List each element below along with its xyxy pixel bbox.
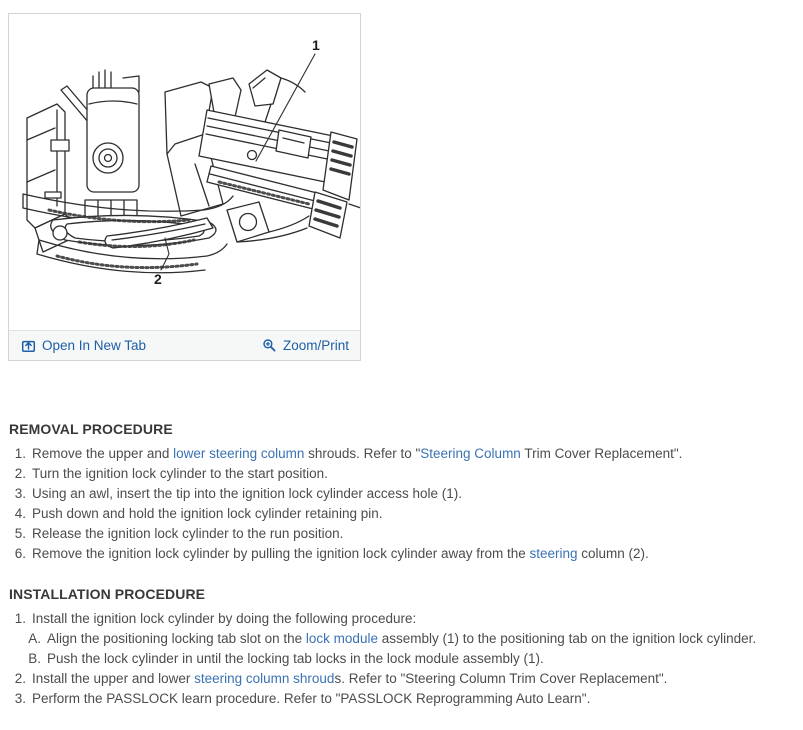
step-text [32, 524, 343, 544]
open-in-new-tab-link[interactable] [21, 338, 146, 353]
step-text [32, 544, 649, 564]
procedure-heading: REMOVAL PROCEDURE [9, 421, 173, 437]
inline-text: Release the ignition lock cylinder to the run position. [32, 526, 344, 541]
step-text [32, 669, 667, 689]
step-label: 3. [14, 691, 26, 706]
diagram-card [8, 13, 361, 361]
callout-2-label: 2 [154, 271, 162, 287]
inline-text: assembly (1) to the positioning tab on the ignition lock cylinder. [377, 631, 757, 646]
procedure-step [9, 484, 800, 504]
step-label: 2. [14, 671, 26, 686]
procedure-step [9, 464, 800, 484]
inline-link[interactable]: Steering Column [420, 446, 521, 461]
inline-text: Align the positioning locking tab slot on the [47, 631, 306, 646]
step-text [32, 484, 462, 504]
step-text [32, 464, 328, 484]
inline-text: Push the lock cylinder in until the locking tab locks in the lock module assembly (1). [47, 651, 544, 666]
inline-text: Using an awl, insert the tip into the ignition lock cylinder access hole (1). [32, 486, 462, 501]
procedure-step [9, 544, 800, 564]
procedure-step [9, 609, 800, 629]
procedure-step [9, 689, 800, 709]
procedure-step [9, 524, 800, 544]
diagram-toolbar [9, 330, 360, 360]
step-label: 1. [14, 611, 26, 626]
step-label: 2. [14, 466, 26, 481]
inline-link[interactable]: lower steering column [173, 446, 305, 461]
step-label: 1. [14, 446, 26, 461]
inline-text: Install the ignition lock cylinder by doing the following procedure: [32, 611, 417, 626]
inline-text: Remove the ignition lock cylinder by pulling the ignition lock cylinder away from the [32, 546, 530, 561]
step-text [47, 629, 756, 649]
inline-text: s. Refer to "Steering Column Trim Cover Replacement". [334, 671, 668, 686]
inline-text: Remove the upper and [32, 446, 174, 461]
step-label: 6. [14, 546, 26, 561]
step-text [32, 609, 416, 629]
open-in-new-tab-label: Open In New Tab [42, 338, 147, 353]
procedure-step [9, 669, 800, 689]
step-label: A. [28, 631, 41, 646]
inline-text: Turn the ignition lock cylinder to the start position. [32, 466, 328, 481]
diagram-image-area [9, 14, 360, 330]
magnifier-zoom-icon [262, 338, 277, 353]
inline-text: Perform the PASSLOCK learn procedure. Refer to "PASSLOCK Reprogramming Auto Learn". [32, 691, 591, 706]
inline-text: Trim Cover Replacement". [520, 446, 683, 461]
ignition-lock-cylinder-diagram [9, 14, 360, 330]
step-text [47, 649, 544, 669]
procedure-step [9, 444, 800, 464]
step-text [32, 504, 382, 524]
callout-1-label: 1 [312, 37, 320, 53]
procedures [9, 421, 800, 709]
step-label: 5. [14, 526, 26, 541]
inline-text: column (2). [577, 546, 649, 561]
inline-link[interactable]: steering column shroud [194, 671, 335, 686]
step-text [32, 444, 682, 464]
procedure-step [24, 649, 800, 669]
step-text [32, 689, 590, 709]
inline-text: Install the upper and lower [32, 671, 195, 686]
inline-text: Push down and hold the ignition lock cylinder retaining pin. [32, 506, 383, 521]
procedure-installation [9, 586, 800, 709]
inline-text: shrouds. Refer to " [304, 446, 421, 461]
procedure-removal [9, 421, 800, 564]
step-label: B. [28, 651, 41, 666]
inline-link[interactable]: steering [529, 546, 578, 561]
procedure-heading: INSTALLATION PROCEDURE [9, 586, 206, 602]
inline-link[interactable]: lock module [305, 631, 378, 646]
procedure-step [9, 504, 800, 524]
zoom-print-label: Zoom/Print [282, 338, 349, 353]
procedure-step [24, 629, 800, 649]
open-in-new-tab-icon [21, 338, 36, 353]
step-label: 4. [14, 506, 26, 521]
step-label: 3. [14, 486, 26, 501]
zoom-print-link[interactable] [262, 338, 349, 353]
